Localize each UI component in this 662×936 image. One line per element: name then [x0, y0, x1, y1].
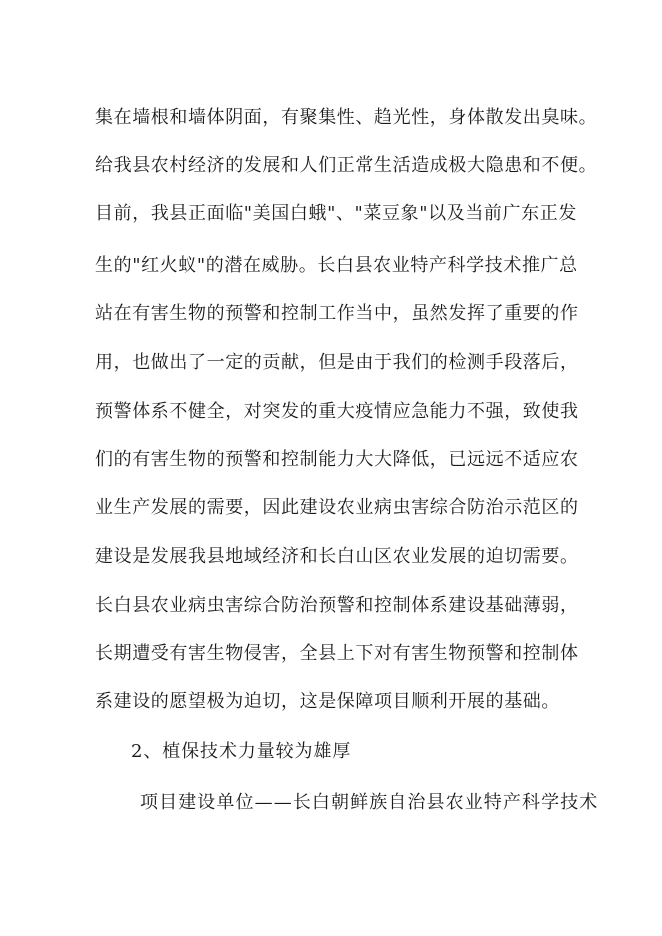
paragraph-line: 预警体系不健全，对突发的重大疫情应急能力不强，致使我	[95, 401, 579, 422]
paragraph-line: 业生产发展的需要，因此建设农业病虫害综合防治示范区的	[95, 497, 579, 518]
paragraph-line: 系建设的愿望极为迫切，这是保障项目顺利开展的基础。	[95, 691, 560, 712]
paragraph-line: 集在墙根和墙体阴面，有聚集性、趋光性，身体散发出臭味。	[95, 107, 598, 128]
paragraph-line: 项目建设单位——长白朝鲜族自治县农业特产科学技术	[140, 792, 599, 813]
paragraph-line: 们的有害生物的预警和控制能力大大降低，已远远不适应农	[95, 449, 579, 470]
section-heading: 2、植保技术力量较为雄厚	[131, 741, 352, 762]
paragraph-line: 站在有害生物的预警和控制工作当中，虽然发挥了重要的作	[95, 303, 579, 324]
paragraph-line: 生的"红火蚁"的潜在威胁。长白县农业特产科学技术推广总	[95, 255, 578, 276]
paragraph-line: 目前，我县正面临"美国白蛾"、"菜豆象"以及当前广东正发	[95, 203, 577, 224]
paragraph-line: 给我县农村经济的发展和人们正常生活造成极大隐患和不便。	[95, 155, 598, 176]
paragraph-line: 长期遭受有害生物侵害，全县上下对有害生物预警和控制体	[95, 643, 579, 664]
paragraph-line: 用，也做出了一定的贡献，但是由于我们的检测手段落后，	[95, 352, 579, 373]
paragraph-line: 建设是发展我县地域经济和长白山区农业发展的迫切需要。	[95, 546, 579, 567]
paragraph-line: 长白县农业病虫害综合防治预警和控制体系建设基础薄弱，	[95, 595, 579, 616]
